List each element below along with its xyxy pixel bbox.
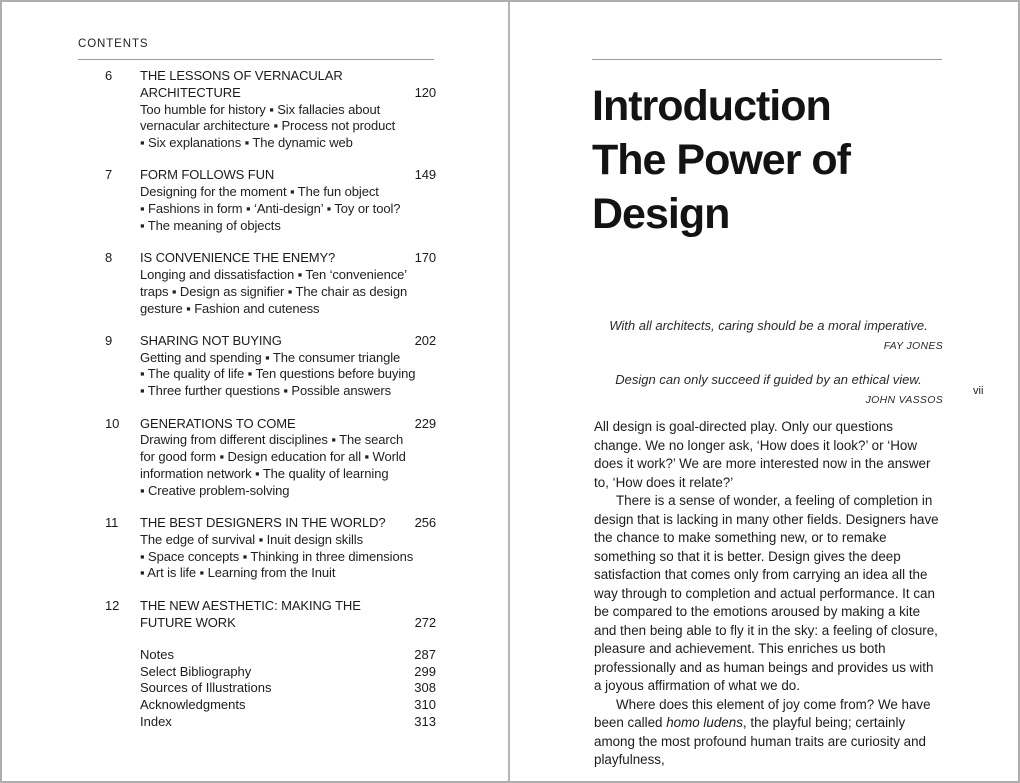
toc-entry-main <box>140 250 436 317</box>
toc-entry-main <box>140 167 436 234</box>
epigraph-attribution: FAY JONES <box>883 340 943 352</box>
toc-chapter-title: THE BEST DESIGNERS IN THE WORLD? <box>140 515 386 531</box>
epigraph-quote: Design can only succeed if guided by an ethical view. <box>615 372 922 387</box>
backmatter-row <box>140 664 436 681</box>
toc-section-list-line: Drawing from different disciplines ▪ The search <box>140 432 404 448</box>
toc-section-list-line: Longing and dissatisfaction ▪ Ten ‘convenience’ <box>140 266 408 282</box>
chapter-title <box>592 79 850 241</box>
backmatter-page-number: 287 <box>414 646 436 662</box>
toc-title-row <box>140 333 436 350</box>
toc-entry <box>105 250 436 317</box>
body-text-segment: , the playful being; certainly among the most profound human traits are curiosity and playfulness, <box>594 715 926 767</box>
toc-entry-main <box>140 333 436 400</box>
toc-title-row <box>140 416 436 433</box>
backmatter-row <box>140 714 436 731</box>
toc-entry-main <box>140 416 436 500</box>
backmatter-title: Acknowledgments <box>140 697 246 713</box>
epigraph-block <box>594 318 943 426</box>
toc-chapter-title: THE NEW AESTHETIC: MAKING THE <box>140 597 361 613</box>
toc-section-list-line: for good form ▪ Design education for all ▪ World <box>140 449 406 465</box>
toc-page-number: 256 <box>414 515 436 531</box>
toc-page-number: 272 <box>414 614 436 630</box>
toc-chapter-title: GENERATIONS TO COME <box>140 415 296 431</box>
toc-title-row <box>140 167 436 184</box>
toc-section-list-line: gesture ▪ Fashion and cuteness <box>140 300 320 316</box>
toc-entry <box>105 598 436 632</box>
chapter-title-line-1: Introduction <box>592 82 831 130</box>
toc-chapter-title: SHARING NOT BUYING <box>140 332 282 348</box>
toc-section-list-line: Designing for the moment ▪ The fun object <box>140 184 379 200</box>
toc-chapter-number: 11 <box>105 515 119 531</box>
toc-entry <box>105 68 436 152</box>
toc-section-list-line: ▪ Fashions in form ▪ ‘Anti-design’ ▪ Toy or tool? <box>140 201 401 217</box>
toc-section-list-line: ▪ The meaning of objects <box>140 217 281 233</box>
chapter-title-line-2: The Power of <box>592 136 850 184</box>
toc-chapter-title: FUTURE WORK <box>140 614 236 630</box>
toc-page-number: 229 <box>414 415 436 431</box>
body-text-segment: Where does this element of joy come from? We have been called <box>594 696 931 730</box>
backmatter-page-number: 299 <box>414 663 436 679</box>
toc-title-row <box>140 515 436 532</box>
body-paragraph-2: There is a sense of wonder, a feeling of completion in design that is lacking in many other fields. Designers have the chance to make something new, or to remake something so that it is better. Design gives the deep satisfaction that comes only from carrying an idea all the way through to completion and actual performance. It can be compared to the emotions aroused by making a kite and then being able to fly it in the sky: a feeling of closure, pleasure and achievement. This enriches us both professionally and as human beings and provides us with a joyous affirmation of what we do. <box>594 493 939 693</box>
body-text <box>594 418 944 770</box>
contents-header-rule <box>78 59 434 60</box>
toc-entry <box>105 416 436 500</box>
toc-entry <box>105 167 436 234</box>
backmatter-row <box>140 647 436 664</box>
page-number-folio: vii <box>973 385 984 397</box>
intro-header-rule <box>592 59 942 60</box>
chapter-title-line-3: Design <box>592 190 730 238</box>
toc-entry <box>105 515 436 582</box>
backmatter-title: Select Bibliography <box>140 663 252 679</box>
toc-section-list-line: ▪ Art is life ▪ Learning from the Inuit <box>140 565 336 581</box>
toc-title-row <box>140 85 436 102</box>
toc-chapter-title: FORM FOLLOWS FUN <box>140 167 275 183</box>
epigraph <box>594 318 943 353</box>
toc-section-list-line: Getting and spending ▪ The consumer triangle <box>140 349 401 365</box>
epigraph-attribution: JOHN VASSOS <box>865 394 943 406</box>
backmatter-page-number: 313 <box>414 714 436 729</box>
toc-section-list-line: ▪ Space concepts ▪ Thinking in three dimensions <box>140 548 414 564</box>
toc-page-number: 170 <box>414 250 436 266</box>
epigraph <box>594 372 943 407</box>
backmatter-row <box>140 697 436 714</box>
toc-chapter-number: 7 <box>105 167 113 183</box>
latin-term: homo ludens <box>666 715 743 730</box>
table-of-contents <box>105 68 436 731</box>
toc-section-list-line: ▪ Creative problem-solving <box>140 482 290 498</box>
toc-section-list-line: The edge of survival ▪ Inuit design skills <box>140 531 363 547</box>
toc-title-row <box>140 598 436 615</box>
toc-chapter-number: 12 <box>105 597 120 613</box>
toc-section-list-line: traps ▪ Design as signifier ▪ The chair as design <box>140 283 408 299</box>
toc-entry <box>105 333 436 400</box>
backmatter-row <box>140 680 436 697</box>
toc-entry-main <box>140 598 436 632</box>
contents-header: CONTENTS <box>78 38 149 50</box>
toc-page-number: 202 <box>414 332 436 348</box>
backmatter-title: Notes <box>140 646 174 662</box>
toc-entry-main <box>140 68 436 152</box>
body-paragraph-1: All design is goal-directed play. Only our questions change. We no longer ask, ‘How does it look?’ or ‘How does it work?’ We are more interested now in the answer to, ‘How does it relate?’ <box>594 419 931 490</box>
toc-entry-main <box>140 515 436 582</box>
toc-section-list-line: ▪ Three further questions ▪ Possible answers <box>140 383 391 399</box>
toc-title-row <box>140 68 436 85</box>
backmatter-title: Sources of Illustrations <box>140 680 272 696</box>
epigraph-quote: With all architects, caring should be a moral imperative. <box>609 318 928 333</box>
toc-page-number: 149 <box>414 167 436 183</box>
backmatter-list <box>140 647 436 731</box>
toc-chapter-number: 6 <box>105 68 113 83</box>
toc-chapter-number: 9 <box>105 332 113 348</box>
page-gutter-divider <box>508 2 510 781</box>
toc-section-list-line: ▪ The quality of life ▪ Ten questions before buying <box>140 366 416 382</box>
toc-chapter-number: 10 <box>105 415 120 431</box>
toc-section-list-line: information network ▪ The quality of learning <box>140 465 389 481</box>
toc-chapter-number: 8 <box>105 250 113 266</box>
backmatter-page-number: 310 <box>414 697 436 713</box>
backmatter-title: Index <box>140 714 172 729</box>
toc-chapter-title: THE LESSONS OF VERNACULAR <box>140 68 343 83</box>
toc-title-row <box>140 250 436 267</box>
toc-section-list-line: vernacular architecture ▪ Process not product <box>140 118 396 134</box>
toc-title-row <box>140 615 436 632</box>
toc-chapter-title: ARCHITECTURE <box>140 84 241 100</box>
toc-section-list-line: Too humble for history ▪ Six fallacies about <box>140 101 381 117</box>
toc-page-number: 120 <box>414 84 436 100</box>
backmatter-page-number: 308 <box>414 680 436 696</box>
body-paragraph-3 <box>594 696 944 770</box>
toc-section-list-line: ▪ Six explanations ▪ The dynamic web <box>140 135 353 151</box>
toc-chapter-title: IS CONVENIENCE THE ENEMY? <box>140 250 336 266</box>
